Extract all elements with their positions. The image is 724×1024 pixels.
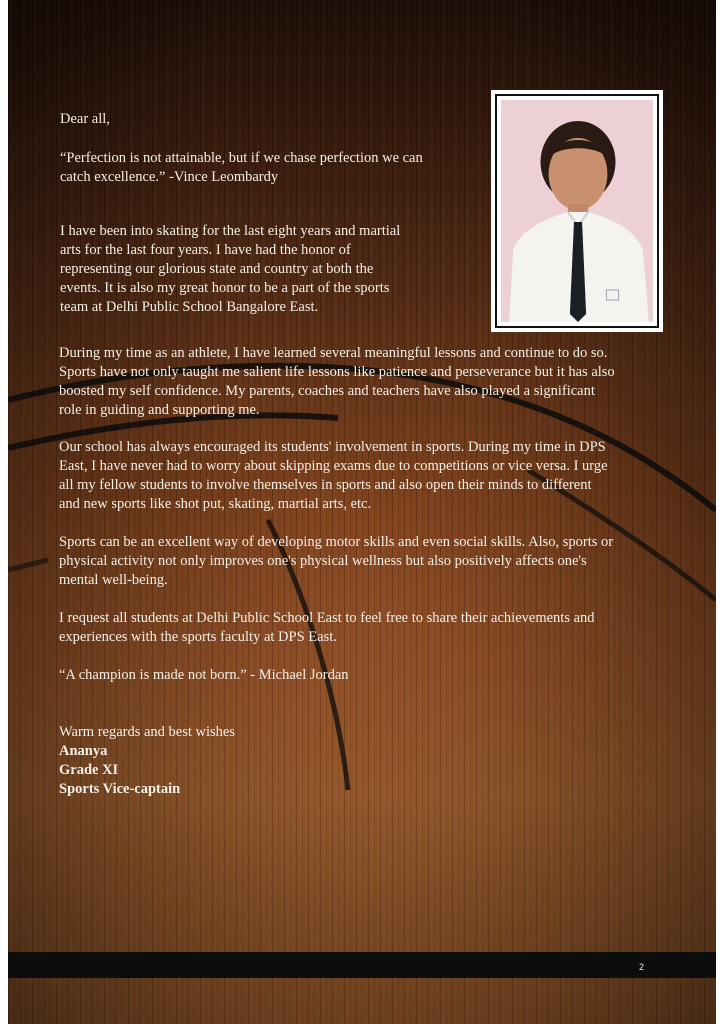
paragraph-school-line: and new sports like shot put, skating, martial arts, etc. (59, 496, 372, 512)
intro-line: arts for the last four years. I have had the honor of (60, 242, 351, 258)
intro-line: team at Delhi Public School Bangalore East. (60, 299, 319, 315)
student-photo (501, 100, 653, 322)
paragraph-athlete-line: boosted my self confidence. My parents, coaches and teachers have also played a significant (59, 383, 595, 399)
signature-grade: Grade XI (59, 762, 119, 778)
student-photo-frame (491, 90, 663, 332)
paragraph-athlete-line: role in guiding and supporting me. (59, 402, 260, 418)
letter-page (8, 0, 716, 1024)
closing-quote: “A champion is made not born.” - Michael Jordan (59, 667, 349, 683)
paragraph-skills-line: mental well-being. (59, 572, 168, 588)
paragraph-school-line: all my fellow students to involve themselves in sports and also open their minds to different (59, 477, 592, 493)
paragraph-skills-line: physical activity not only improves one's physical wellness but also positively affects one's (59, 553, 587, 569)
paragraph-school-line: Our school has always encouraged its students' involvement in sports. During my time in DPS (59, 439, 606, 455)
paragraph-school-line: East, I have never had to worry about skipping exams due to competitions or vice versa. I urge (59, 458, 608, 474)
intro-line: representing our glorious state and country at both the (60, 261, 374, 277)
opening-quote-line-1: “Perfection is not attainable, but if we chase perfection we can (60, 150, 423, 166)
closing-line: Warm regards and best wishes (59, 724, 236, 740)
intro-line: events. It is also my great honor to be a part of the sports (60, 280, 390, 296)
signature-name: Ananya (59, 743, 108, 759)
paragraph-request-line: experiences with the sports faculty at DPS East. (59, 629, 337, 645)
paragraph-request-line: I request all students at Delhi Public School East to feel free to share their achievements and (59, 610, 595, 626)
greeting: Dear all, (60, 111, 110, 127)
opening-quote-line-2: catch excellence.” -Vince Leombardy (60, 169, 279, 185)
footer-band (8, 952, 716, 978)
paragraph-athlete-line: Sports have not only taught me salient life lessons like patience and perseverance but it has also (59, 364, 615, 380)
paragraph-skills-line: Sports can be an excellent way of developing motor skills and even social skills. Also, sports or (59, 534, 614, 550)
intro-line: I have been into skating for the last eight years and martial (60, 223, 401, 239)
signature-title: Sports Vice-captain (59, 781, 181, 797)
page-number: 2 (638, 962, 644, 972)
paragraph-athlete-line: During my time as an athlete, I have learned several meaningful lessons and continue to do so. (59, 345, 608, 361)
